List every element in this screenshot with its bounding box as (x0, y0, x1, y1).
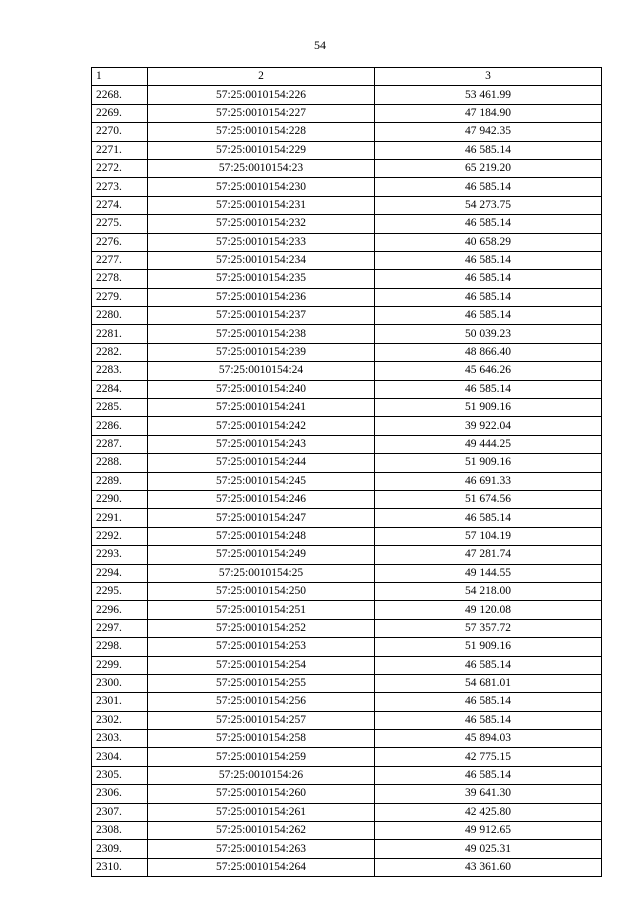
cadastral-number-cell: 57:25:0010154:237 (148, 307, 375, 325)
row-number-cell: 2307. (92, 803, 148, 821)
cadastral-number-cell: 57:25:0010154:260 (148, 785, 375, 803)
cadastral-number-cell: 57:25:0010154:240 (148, 380, 375, 398)
cadastral-number-cell: 57:25:0010154:262 (148, 822, 375, 840)
row-number-cell: 2279. (92, 288, 148, 306)
row-number-cell: 2299. (92, 656, 148, 674)
value-cell: 40 658.29 (375, 233, 602, 251)
table-row (92, 619, 602, 637)
value-cell: 46 585.14 (375, 270, 602, 288)
table-body (92, 86, 602, 877)
row-number-cell: 2294. (92, 564, 148, 582)
table-row (92, 840, 602, 858)
table-row (92, 270, 602, 288)
table-row (92, 215, 602, 233)
value-cell: 42 775.15 (375, 748, 602, 766)
cadastral-number-cell: 57:25:0010154:230 (148, 178, 375, 196)
row-number-cell: 2280. (92, 307, 148, 325)
value-cell: 54 681.01 (375, 674, 602, 692)
value-cell: 57 357.72 (375, 619, 602, 637)
row-number-cell: 2293. (92, 546, 148, 564)
row-number-cell: 2282. (92, 343, 148, 361)
cadastral-number-cell: 57:25:0010154:250 (148, 582, 375, 600)
table-row (92, 472, 602, 490)
table-row (92, 638, 602, 656)
value-cell: 51 909.16 (375, 454, 602, 472)
value-cell: 46 585.14 (375, 693, 602, 711)
row-number-cell: 2287. (92, 435, 148, 453)
value-cell: 46 585.14 (375, 656, 602, 674)
table-row (92, 766, 602, 784)
cadastral-number-cell: 57:25:0010154:235 (148, 270, 375, 288)
table-row (92, 380, 602, 398)
cadastral-number-cell: 57:25:0010154:229 (148, 141, 375, 159)
row-number-cell: 2292. (92, 527, 148, 545)
table-row (92, 822, 602, 840)
row-number-cell: 2284. (92, 380, 148, 398)
value-cell: 46 585.14 (375, 509, 602, 527)
value-cell: 47 942.35 (375, 123, 602, 141)
value-cell: 46 585.14 (375, 711, 602, 729)
cadastral-number-cell: 57:25:0010154:249 (148, 546, 375, 564)
table-row (92, 711, 602, 729)
row-number-cell: 2270. (92, 123, 148, 141)
row-number-cell: 2273. (92, 178, 148, 196)
value-cell: 46 585.14 (375, 380, 602, 398)
table-row (92, 509, 602, 527)
value-cell: 51 909.16 (375, 399, 602, 417)
row-number-cell: 2308. (92, 822, 148, 840)
cadastral-number-cell: 57:25:0010154:245 (148, 472, 375, 490)
cadastral-number-cell: 57:25:0010154:247 (148, 509, 375, 527)
cadastral-number-cell: 57:25:0010154:255 (148, 674, 375, 692)
table-row (92, 196, 602, 214)
cadastral-number-cell: 57:25:0010154:25 (148, 564, 375, 582)
value-cell: 46 585.14 (375, 141, 602, 159)
row-number-cell: 2303. (92, 730, 148, 748)
row-number-cell: 2268. (92, 86, 148, 104)
row-number-cell: 2310. (92, 858, 148, 876)
row-number-cell: 2295. (92, 582, 148, 600)
table-row (92, 399, 602, 417)
table-row (92, 582, 602, 600)
row-number-cell: 2290. (92, 490, 148, 508)
cadastral-number-cell: 57:25:0010154:238 (148, 325, 375, 343)
row-number-cell: 2306. (92, 785, 148, 803)
cadastral-number-cell: 57:25:0010154:264 (148, 858, 375, 876)
value-cell: 48 866.40 (375, 343, 602, 361)
value-cell: 46 585.14 (375, 288, 602, 306)
value-cell: 50 039.23 (375, 325, 602, 343)
cadastral-number-cell: 57:25:0010154:233 (148, 233, 375, 251)
table-row (92, 288, 602, 306)
table-row (92, 178, 602, 196)
row-number-cell: 2305. (92, 766, 148, 784)
table-row (92, 730, 602, 748)
table-row (92, 435, 602, 453)
cadastral-number-cell: 57:25:0010154:256 (148, 693, 375, 711)
value-cell: 45 894.03 (375, 730, 602, 748)
table-row (92, 546, 602, 564)
table-row (92, 362, 602, 380)
row-number-cell: 2277. (92, 251, 148, 269)
value-cell: 46 585.14 (375, 215, 602, 233)
row-number-cell: 2281. (92, 325, 148, 343)
row-number-cell: 2301. (92, 693, 148, 711)
cadastral-number-cell: 57:25:0010154:244 (148, 454, 375, 472)
table-row (92, 159, 602, 177)
cadastral-number-cell: 57:25:0010154:251 (148, 601, 375, 619)
value-cell: 43 361.60 (375, 858, 602, 876)
cadastral-number-cell: 57:25:0010154:231 (148, 196, 375, 214)
value-cell: 46 585.14 (375, 766, 602, 784)
table-row (92, 343, 602, 361)
cadastral-number-cell: 57:25:0010154:226 (148, 86, 375, 104)
header-col-1: 1 (92, 68, 148, 86)
row-number-cell: 2291. (92, 509, 148, 527)
table-row (92, 693, 602, 711)
value-cell: 49 444.25 (375, 435, 602, 453)
value-cell: 39 641.30 (375, 785, 602, 803)
row-number-cell: 2302. (92, 711, 148, 729)
value-cell: 54 273.75 (375, 196, 602, 214)
header-col-2: 2 (148, 68, 375, 86)
cadastral-number-cell: 57:25:0010154:261 (148, 803, 375, 821)
value-cell: 49 120.08 (375, 601, 602, 619)
row-number-cell: 2289. (92, 472, 148, 490)
value-cell: 65 219.20 (375, 159, 602, 177)
header-col-3: 3 (375, 68, 602, 86)
cadastral-number-cell: 57:25:0010154:258 (148, 730, 375, 748)
table-row (92, 601, 602, 619)
value-cell: 51 909.16 (375, 638, 602, 656)
value-cell: 53 461.99 (375, 86, 602, 104)
row-number-cell: 2283. (92, 362, 148, 380)
table-row (92, 527, 602, 545)
value-cell: 47 281.74 (375, 546, 602, 564)
table-row (92, 785, 602, 803)
value-cell: 46 691.33 (375, 472, 602, 490)
table-row (92, 490, 602, 508)
table-row (92, 674, 602, 692)
table-row (92, 656, 602, 674)
row-number-cell: 2298. (92, 638, 148, 656)
value-cell: 49 144.55 (375, 564, 602, 582)
value-cell: 49 912.65 (375, 822, 602, 840)
cadastral-number-cell: 57:25:0010154:254 (148, 656, 375, 674)
row-number-cell: 2288. (92, 454, 148, 472)
cadastral-number-cell: 57:25:0010154:228 (148, 123, 375, 141)
table-row (92, 325, 602, 343)
cadastral-table (91, 67, 602, 877)
row-number-cell: 2271. (92, 141, 148, 159)
row-number-cell: 2276. (92, 233, 148, 251)
cadastral-number-cell: 57:25:0010154:248 (148, 527, 375, 545)
value-cell: 42 425.80 (375, 803, 602, 821)
table-row (92, 307, 602, 325)
value-cell: 51 674.56 (375, 490, 602, 508)
page-number: 54 (314, 38, 326, 52)
value-cell: 54 218.00 (375, 582, 602, 600)
table-row (92, 803, 602, 821)
cadastral-number-cell: 57:25:0010154:253 (148, 638, 375, 656)
cadastral-number-cell: 57:25:0010154:26 (148, 766, 375, 784)
value-cell: 46 585.14 (375, 178, 602, 196)
row-number-cell: 2272. (92, 159, 148, 177)
cadastral-number-cell: 57:25:0010154:234 (148, 251, 375, 269)
table-row (92, 748, 602, 766)
table-row (92, 564, 602, 582)
table-row (92, 251, 602, 269)
value-cell: 49 025.31 (375, 840, 602, 858)
cadastral-number-cell: 57:25:0010154:259 (148, 748, 375, 766)
value-cell: 46 585.14 (375, 251, 602, 269)
row-number-cell: 2285. (92, 399, 148, 417)
cadastral-number-cell: 57:25:0010154:252 (148, 619, 375, 637)
row-number-cell: 2278. (92, 270, 148, 288)
value-cell: 46 585.14 (375, 307, 602, 325)
row-number-cell: 2275. (92, 215, 148, 233)
value-cell: 47 184.90 (375, 104, 602, 122)
value-cell: 45 646.26 (375, 362, 602, 380)
row-number-cell: 2286. (92, 417, 148, 435)
cadastral-number-cell: 57:25:0010154:246 (148, 490, 375, 508)
row-number-cell: 2269. (92, 104, 148, 122)
cadastral-number-cell: 57:25:0010154:23 (148, 159, 375, 177)
value-cell: 39 922.04 (375, 417, 602, 435)
cadastral-number-cell: 57:25:0010154:241 (148, 399, 375, 417)
cadastral-number-cell: 57:25:0010154:227 (148, 104, 375, 122)
table-row (92, 104, 602, 122)
cadastral-number-cell: 57:25:0010154:242 (148, 417, 375, 435)
cadastral-number-cell: 57:25:0010154:24 (148, 362, 375, 380)
cadastral-number-cell: 57:25:0010154:236 (148, 288, 375, 306)
row-number-cell: 2300. (92, 674, 148, 692)
header-row (92, 68, 602, 86)
table-header (92, 68, 602, 86)
row-number-cell: 2296. (92, 601, 148, 619)
cadastral-number-cell: 57:25:0010154:263 (148, 840, 375, 858)
value-cell: 57 104.19 (375, 527, 602, 545)
cadastral-number-cell: 57:25:0010154:243 (148, 435, 375, 453)
row-number-cell: 2304. (92, 748, 148, 766)
row-number-cell: 2274. (92, 196, 148, 214)
row-number-cell: 2309. (92, 840, 148, 858)
table-row (92, 86, 602, 104)
cadastral-number-cell: 57:25:0010154:257 (148, 711, 375, 729)
cadastral-number-cell: 57:25:0010154:239 (148, 343, 375, 361)
cadastral-number-cell: 57:25:0010154:232 (148, 215, 375, 233)
table-row (92, 233, 602, 251)
table-row (92, 858, 602, 876)
table-row (92, 454, 602, 472)
table-row (92, 141, 602, 159)
row-number-cell: 2297. (92, 619, 148, 637)
table-row (92, 417, 602, 435)
table-row (92, 123, 602, 141)
